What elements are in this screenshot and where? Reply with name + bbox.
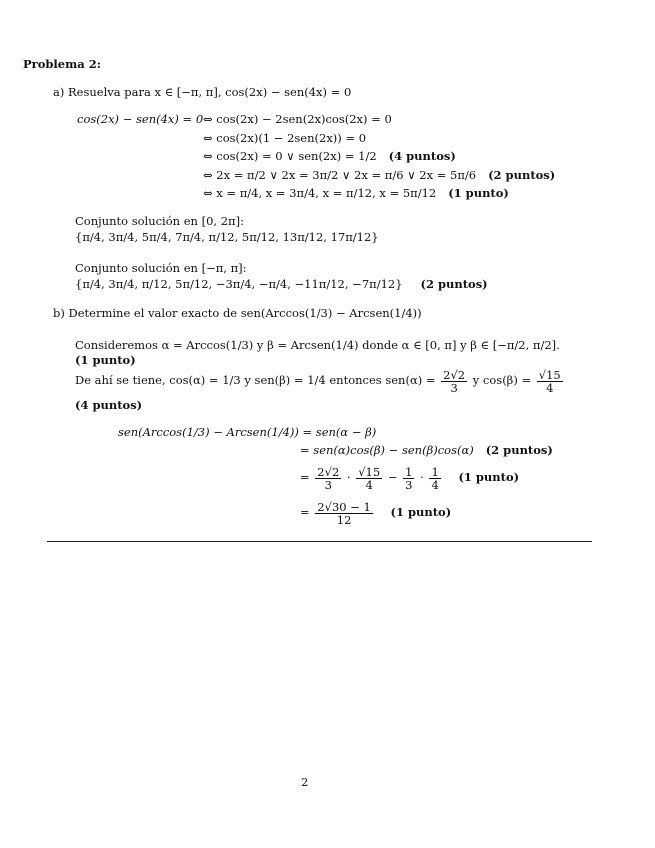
consider-text: Consideremos α = Arccos(1/3) y β = Arcsen(1/4) donde α ∈ [0, π] y β ∈ [−π/2, π/2]. [75,338,560,352]
cos-beta-fraction: $\frac{√15}{4}$ [538,367,561,395]
calc-line: = $\frac{2√2}{3}$ · $\frac{√15}{4}$ − $\frac{1}{3}$ · $\frac{1}{4}$ (1 punto) [300,464,520,492]
solution-set-label: Conjunto solución en [0, 2π]: [75,214,244,228]
derivation-step: ⇔ cos(2x) = 0 ∨ sen(2x) = 1/2 (4 puntos) [203,149,456,163]
points-label: (4 puntos) [75,398,143,412]
derivation-step: ⇔ 2x = π/2 ∨ 2x = 3π/2 ∨ 2x = π/6 ∨ 2x = 5π/6 (2 puntos) [203,168,556,182]
derivation-step: ⇔ cos(2x) − 2sen(2x)cos(2x) = 0 [203,112,392,126]
part-b-statement: b) Determine el valor exacto de sen(Arccos(1/3) − Arcsen(1/4)) [53,306,422,320]
fraction: $\frac{√15}{4}$ [358,464,381,492]
derivation-lhs: cos(2x) − sen(4x) = 0 [77,112,204,126]
solution-set-value: {π/4, 3π/4, 5π/4, 7π/4, π/12, 5π/12, 13π/12, 17π/12} [75,230,379,244]
solution-set-label: Conjunto solución en [−π, π]: [75,261,247,275]
fraction: $\frac{1}{3}$ [405,464,413,492]
sen-alpha-fraction: $\frac{2√2}{3}$ [443,367,466,395]
derivation-step: ⇔ x = π/4, x = 3π/4, x = π/12, x = 5π/12 (1 punto) [203,186,509,200]
derivation-step: ⇔ cos(2x)(1 − 2sen(2x)) = 0 [203,131,367,145]
calc-lhs: sen(Arccos(1/3) − Arcsen(1/4)) = sen(α − β) [118,425,377,439]
fraction: $\frac{2√30 - 1}{12}$ [317,499,371,527]
horizontal-rule [47,541,592,542]
problem-title: Problema 2: [23,57,101,71]
page-number: 2 [301,775,309,789]
fraction: $\frac{1}{4}$ [431,464,439,492]
calc-line: = sen(α)cos(β) − sen(β)cos(α) (2 puntos) [300,443,553,457]
fraction: $\frac{2√2}{3}$ [317,464,340,492]
derive-line: De ahí se tiene, cos(α) = 1/3 y sen(β) = 1/4 entonces sen(α) = $\frac{2√2}{3}$ y cos(β) = $\frac{√15}{4}$ [75,367,561,395]
part-a-statement: a) Resuelva para x ∈ [−π, π], cos(2x) − sen(4x) = 0 [53,85,352,99]
calc-line: = $\frac{2√30 - 1}{12}$ (1 punto) [300,499,452,527]
solution-set-value: {π/4, 3π/4, π/12, 5π/12, −3π/4, −π/4, −11π/12, −7π/12} (2 puntos) [75,277,488,291]
points-label: (1 punto) [75,353,136,367]
